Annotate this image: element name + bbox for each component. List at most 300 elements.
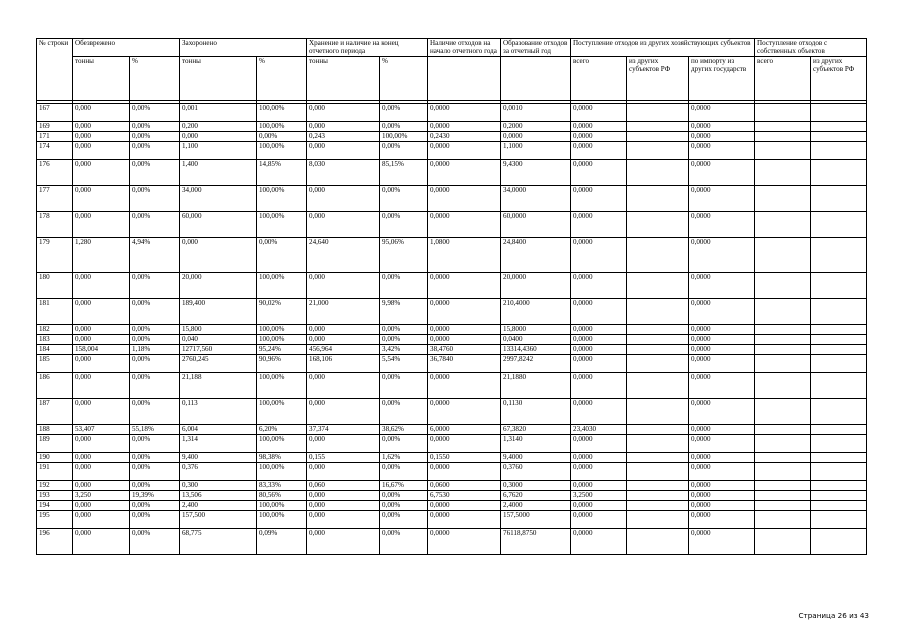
table-cell: 0,000	[307, 463, 380, 481]
table-cell: 0,00%	[130, 481, 180, 491]
table-cell: 3,2500	[571, 491, 627, 501]
table-cell: 0,00%	[130, 435, 180, 453]
table-cell: 0,0000	[689, 425, 755, 435]
table-row	[37, 273, 867, 299]
table-cell: 0,00%	[130, 399, 180, 425]
table-cell	[755, 491, 811, 501]
table-cell: 90,02%	[257, 299, 307, 325]
table-cell	[811, 273, 867, 299]
row-number: 187	[37, 399, 73, 425]
table-cell	[755, 373, 811, 399]
table-cell: 0,000	[307, 142, 380, 160]
table-cell: 158,004	[73, 345, 130, 355]
table-cell	[811, 325, 867, 335]
header-neutralized: Обезврежено	[73, 39, 180, 57]
table-cell: 3,42%	[380, 345, 428, 355]
row-number: 184	[37, 345, 73, 355]
table-cell: 9,400	[180, 453, 257, 463]
table-cell: 0,00%	[380, 463, 428, 481]
table-cell: 0,00%	[130, 142, 180, 160]
table-cell: 0,060	[307, 481, 380, 491]
table-cell: 0,00%	[130, 453, 180, 463]
table-cell: 5,54%	[380, 355, 428, 373]
table-cell: 68,775	[180, 529, 257, 555]
table-cell: 67,3820	[501, 425, 571, 435]
table-cell	[627, 511, 689, 529]
table-cell: 0,00%	[257, 132, 307, 142]
table-cell: 36,7840	[428, 355, 501, 373]
table-cell: 19,39%	[130, 491, 180, 501]
table-cell: 0,0000	[428, 399, 501, 425]
table-cell	[627, 501, 689, 511]
row-number: 167	[37, 104, 73, 122]
row-number: 185	[37, 355, 73, 373]
table-cell	[755, 425, 811, 435]
table-cell: 0,00%	[380, 399, 428, 425]
table-cell: 0,0000	[571, 132, 627, 142]
table-cell: 53,407	[73, 425, 130, 435]
header-from-other-rf: из других субъектов РФ	[627, 57, 689, 101]
table-cell	[627, 132, 689, 142]
table-cell	[755, 463, 811, 481]
table-cell: 0,0000	[689, 399, 755, 425]
table-cell	[755, 481, 811, 491]
row-number: 190	[37, 453, 73, 463]
header-empty	[428, 57, 501, 101]
table-cell: 4,94%	[130, 238, 180, 273]
table-cell	[627, 142, 689, 160]
table-cell	[755, 325, 811, 335]
table-cell: 0,000	[73, 481, 130, 491]
table-cell	[811, 335, 867, 345]
table-cell: 0,1550	[428, 453, 501, 463]
row-number: 177	[37, 186, 73, 212]
header-percent: %	[130, 57, 180, 101]
table-cell: 0,0000	[571, 373, 627, 399]
table-cell: 0,0000	[571, 399, 627, 425]
table-cell: 0,00%	[380, 373, 428, 399]
table-cell: 0,00%	[380, 335, 428, 345]
table-cell	[755, 529, 811, 555]
table-cell	[627, 399, 689, 425]
table-cell: 0,0000	[571, 122, 627, 132]
table-cell: 6,0000	[428, 425, 501, 435]
table-cell: 1,280	[73, 238, 130, 273]
table-cell: 0,00%	[130, 186, 180, 212]
row-number: 186	[37, 373, 73, 399]
table-cell	[755, 399, 811, 425]
table-cell: 14,85%	[257, 160, 307, 186]
table-cell: 76118,8750	[501, 529, 571, 555]
table-cell: 0,0000	[689, 212, 755, 238]
table-cell: 3,250	[73, 491, 130, 501]
table-cell	[627, 325, 689, 335]
table-cell: 0,0000	[428, 529, 501, 555]
table-cell: 0,00%	[130, 529, 180, 555]
table-cell	[811, 122, 867, 132]
table-cell: 0,000	[73, 142, 130, 160]
header-formation: Образование отходов за отчетный год	[501, 39, 571, 57]
table-cell	[811, 435, 867, 453]
header-tons: тонны	[180, 57, 257, 101]
table-cell: 100,00%	[257, 273, 307, 299]
table-cell: 1,1000	[501, 142, 571, 160]
table-cell: 1,100	[180, 142, 257, 160]
table-cell: 0,0000	[689, 529, 755, 555]
table-cell: 0,3000	[501, 481, 571, 491]
table-cell: 37,374	[307, 425, 380, 435]
table-cell: 9,4000	[501, 453, 571, 463]
table-cell: 15,800	[180, 325, 257, 335]
table-cell: 8,030	[307, 160, 380, 186]
table-row	[37, 345, 867, 355]
row-number: 183	[37, 335, 73, 345]
table-cell: 16,67%	[380, 481, 428, 491]
table-cell: 1,62%	[380, 453, 428, 463]
table-cell: 0,00%	[130, 273, 180, 299]
table-cell: 0,000	[307, 435, 380, 453]
table-cell: 0,0400	[501, 335, 571, 345]
header-receipt-own: Поступление отходов с собственных объектов	[755, 39, 867, 57]
table-cell: 0,0600	[428, 481, 501, 491]
table-cell: 0,0000	[689, 186, 755, 212]
row-number: 195	[37, 511, 73, 529]
table-cell	[627, 435, 689, 453]
table-cell: 0,200	[180, 122, 257, 132]
table-cell: 6,7620	[501, 491, 571, 501]
table-cell: 1,314	[180, 435, 257, 453]
table-cell: 0,0000	[428, 160, 501, 186]
header-total: всего	[755, 57, 811, 101]
table-cell	[811, 186, 867, 212]
table-cell: 0,000	[307, 273, 380, 299]
table-cell: 0,0010	[501, 104, 571, 122]
table-cell: 0,0000	[689, 325, 755, 335]
table-cell: 0,0000	[689, 453, 755, 463]
table-cell: 210,4000	[501, 299, 571, 325]
table-cell: 2997,8242	[501, 355, 571, 373]
table-cell: 0,0000	[571, 501, 627, 511]
report-sheet	[36, 38, 866, 555]
table-cell	[811, 345, 867, 355]
table-row	[37, 186, 867, 212]
table-cell	[755, 122, 811, 132]
table-cell: 0,0000	[571, 299, 627, 325]
table-cell: 0,243	[307, 132, 380, 142]
table-cell: 0,0000	[571, 273, 627, 299]
table-cell: 0,00%	[130, 132, 180, 142]
row-number: 179	[37, 238, 73, 273]
table-cell: 100,00%	[257, 335, 307, 345]
table-cell: 1,3140	[501, 435, 571, 453]
table-row	[37, 511, 867, 529]
table-cell: 0,2000	[501, 122, 571, 132]
table-cell: 0,000	[73, 453, 130, 463]
table-cell: 157,500	[180, 511, 257, 529]
table-row	[37, 435, 867, 453]
table-cell: 0,0000	[571, 142, 627, 160]
table-cell: 60,0000	[501, 212, 571, 238]
header-presence-start: Наличие отходов на начало отчетного года	[428, 39, 501, 57]
table-cell: 0,00%	[380, 212, 428, 238]
row-number: 178	[37, 212, 73, 238]
row-number: 189	[37, 435, 73, 453]
table-cell: 9,98%	[380, 299, 428, 325]
table-cell: 0,000	[73, 435, 130, 453]
table-cell: 0,0000	[571, 238, 627, 273]
table-cell: 95,24%	[257, 345, 307, 355]
table-cell: 0,0000	[428, 122, 501, 132]
table-row	[37, 529, 867, 555]
table-cell: 0,000	[307, 529, 380, 555]
table-cell: 0,0000	[428, 435, 501, 453]
table-cell	[755, 335, 811, 345]
table-row	[37, 355, 867, 373]
table-cell: 100,00%	[257, 501, 307, 511]
table-cell: 100,00%	[257, 373, 307, 399]
table-cell: 0,00%	[380, 511, 428, 529]
header-import-other-states: по импорту из других государств	[689, 57, 755, 101]
table-cell: 83,33%	[257, 481, 307, 491]
table-cell: 90,96%	[257, 355, 307, 373]
table-cell: 0,300	[180, 481, 257, 491]
table-cell: 0,00%	[380, 435, 428, 453]
table-row	[37, 481, 867, 491]
table-cell	[811, 373, 867, 399]
table-cell	[811, 463, 867, 481]
table-cell: 20,000	[180, 273, 257, 299]
table-cell	[627, 299, 689, 325]
table-cell: 0,0000	[571, 345, 627, 355]
table-cell	[627, 355, 689, 373]
table-cell: 0,0000	[689, 335, 755, 345]
table-cell: 0,000	[180, 132, 257, 142]
table-cell	[755, 132, 811, 142]
table-cell: 0,2430	[428, 132, 501, 142]
table-cell: 0,000	[73, 335, 130, 345]
table-row	[37, 212, 867, 238]
table-cell: 0,00%	[380, 104, 428, 122]
table-body	[37, 39, 867, 555]
row-number: 182	[37, 325, 73, 335]
table-cell	[627, 529, 689, 555]
table-cell: 0,09%	[257, 529, 307, 555]
table-cell: 0,00%	[130, 160, 180, 186]
row-number: 181	[37, 299, 73, 325]
table-cell	[627, 160, 689, 186]
table-row	[37, 335, 867, 345]
header-from-other-rf-own: из других субъектов РФ	[811, 57, 867, 101]
table-cell	[755, 355, 811, 373]
table-cell: 0,0000	[689, 299, 755, 325]
table-cell	[811, 238, 867, 273]
table-cell: 0,0000	[689, 345, 755, 355]
table-cell	[755, 186, 811, 212]
table-cell	[627, 491, 689, 501]
table-cell: 0,0000	[689, 355, 755, 373]
table-cell: 0,00%	[130, 335, 180, 345]
table-cell: 100,00%	[257, 122, 307, 132]
table-cell: 0,00%	[130, 501, 180, 511]
table-cell: 0,000	[73, 511, 130, 529]
table-cell	[627, 453, 689, 463]
table-cell	[811, 355, 867, 373]
table-cell: 0,000	[307, 335, 380, 345]
table-cell	[811, 142, 867, 160]
table-cell: 0,0000	[689, 104, 755, 122]
table-cell: 0,000	[73, 529, 130, 555]
table-cell: 13,506	[180, 491, 257, 501]
table-cell: 0,0000	[689, 463, 755, 481]
table-cell	[811, 491, 867, 501]
row-number: 169	[37, 122, 73, 132]
table-cell: 100,00%	[257, 186, 307, 212]
table-cell: 0,00%	[380, 325, 428, 335]
table-cell	[627, 481, 689, 491]
header-percent: %	[257, 57, 307, 101]
header-total: всего	[571, 57, 627, 101]
table-cell: 1,400	[180, 160, 257, 186]
table-cell	[811, 104, 867, 122]
table-cell: 21,1880	[501, 373, 571, 399]
table-cell: 0,0000	[428, 373, 501, 399]
table-cell: 0,0000	[689, 501, 755, 511]
table-cell: 0,00%	[380, 273, 428, 299]
table-cell: 9,4300	[501, 160, 571, 186]
header-empty	[501, 57, 571, 101]
header-receipt-other: Поступление отходов из других хозяйствующих субъектов	[571, 39, 755, 57]
table-cell: 100,00%	[257, 142, 307, 160]
table-row	[37, 463, 867, 481]
table-cell: 0,376	[180, 463, 257, 481]
row-number: 191	[37, 463, 73, 481]
table-cell: 0,0000	[689, 273, 755, 299]
header-row-2	[37, 57, 867, 101]
table-cell: 0,00%	[380, 529, 428, 555]
table-row	[37, 132, 867, 142]
table-cell: 0,0000	[428, 299, 501, 325]
table-cell	[755, 511, 811, 529]
table-cell: 34,0000	[501, 186, 571, 212]
table-row	[37, 104, 867, 122]
table-cell	[627, 104, 689, 122]
table-cell: 0,000	[73, 186, 130, 212]
table-cell: 0,00%	[130, 212, 180, 238]
table-row	[37, 325, 867, 335]
table-cell	[755, 212, 811, 238]
table-cell: 38,4760	[428, 345, 501, 355]
table-cell: 0,0000	[428, 273, 501, 299]
table-cell: 21,000	[307, 299, 380, 325]
table-cell: 0,000	[307, 399, 380, 425]
table-row	[37, 122, 867, 132]
table-cell: 0,0000	[571, 481, 627, 491]
table-cell	[627, 122, 689, 132]
table-cell: 0,000	[307, 373, 380, 399]
table-cell: 6,7530	[428, 491, 501, 501]
table-cell: 0,00%	[130, 299, 180, 325]
table-cell	[627, 186, 689, 212]
table-cell: 0,0000	[428, 335, 501, 345]
table-row	[37, 238, 867, 273]
table-cell: 0,000	[73, 104, 130, 122]
table-cell: 85,15%	[380, 160, 428, 186]
table-cell: 0,0000	[689, 373, 755, 399]
table-cell: 456,964	[307, 345, 380, 355]
table-cell: 0,3760	[501, 463, 571, 481]
waste-table	[36, 38, 867, 555]
table-cell: 1,0800	[428, 238, 501, 273]
table-cell: 0,00%	[380, 491, 428, 501]
table-cell: 0,0000	[501, 132, 571, 142]
table-cell: 13314,4360	[501, 345, 571, 355]
table-cell: 0,0000	[571, 335, 627, 345]
table-cell	[811, 529, 867, 555]
table-cell: 0,000	[73, 299, 130, 325]
page-number: Страница 26 из 43	[798, 611, 869, 620]
table-cell: 0,00%	[380, 501, 428, 511]
table-row	[37, 491, 867, 501]
table-cell: 100,00%	[257, 399, 307, 425]
table-cell: 2,4000	[501, 501, 571, 511]
table-cell: 2760,245	[180, 355, 257, 373]
table-cell: 0,0000	[571, 463, 627, 481]
table-cell: 0,1130	[501, 399, 571, 425]
table-cell	[811, 132, 867, 142]
table-cell: 0,155	[307, 453, 380, 463]
table-cell: 60,000	[180, 212, 257, 238]
header-tons: тонны	[73, 57, 130, 101]
table-cell: 6,20%	[257, 425, 307, 435]
row-number: 194	[37, 501, 73, 511]
table-cell: 0,000	[73, 373, 130, 399]
row-number: 188	[37, 425, 73, 435]
table-row	[37, 501, 867, 511]
table-row	[37, 425, 867, 435]
header-buried: Захоронено	[180, 39, 307, 57]
table-cell: 0,00%	[130, 463, 180, 481]
header-stored: Хранение и наличие на конец отчетного периода	[307, 39, 428, 57]
table-cell: 0,0000	[571, 325, 627, 335]
table-cell: 0,00%	[130, 373, 180, 399]
table-cell: 168,106	[307, 355, 380, 373]
table-cell: 1,18%	[130, 345, 180, 355]
table-cell: 0,000	[307, 186, 380, 212]
table-cell: 0,0000	[689, 435, 755, 453]
table-cell: 0,0000	[689, 160, 755, 186]
table-cell: 34,000	[180, 186, 257, 212]
table-cell	[811, 399, 867, 425]
table-cell: 0,00%	[130, 325, 180, 335]
row-number: 193	[37, 491, 73, 501]
table-cell: 55,18%	[130, 425, 180, 435]
table-cell	[627, 463, 689, 481]
table-cell: 100,00%	[257, 463, 307, 481]
table-cell	[811, 212, 867, 238]
row-number: 196	[37, 529, 73, 555]
table-cell: 0,0000	[689, 238, 755, 273]
table-cell: 0,000	[73, 122, 130, 132]
row-number: 180	[37, 273, 73, 299]
table-cell: 0,000	[73, 501, 130, 511]
table-cell: 100,00%	[257, 104, 307, 122]
table-cell	[811, 481, 867, 491]
table-cell	[627, 373, 689, 399]
table-row	[37, 142, 867, 160]
table-cell: 0,0000	[428, 511, 501, 529]
table-cell	[755, 238, 811, 273]
table-cell: 0,00%	[130, 355, 180, 373]
